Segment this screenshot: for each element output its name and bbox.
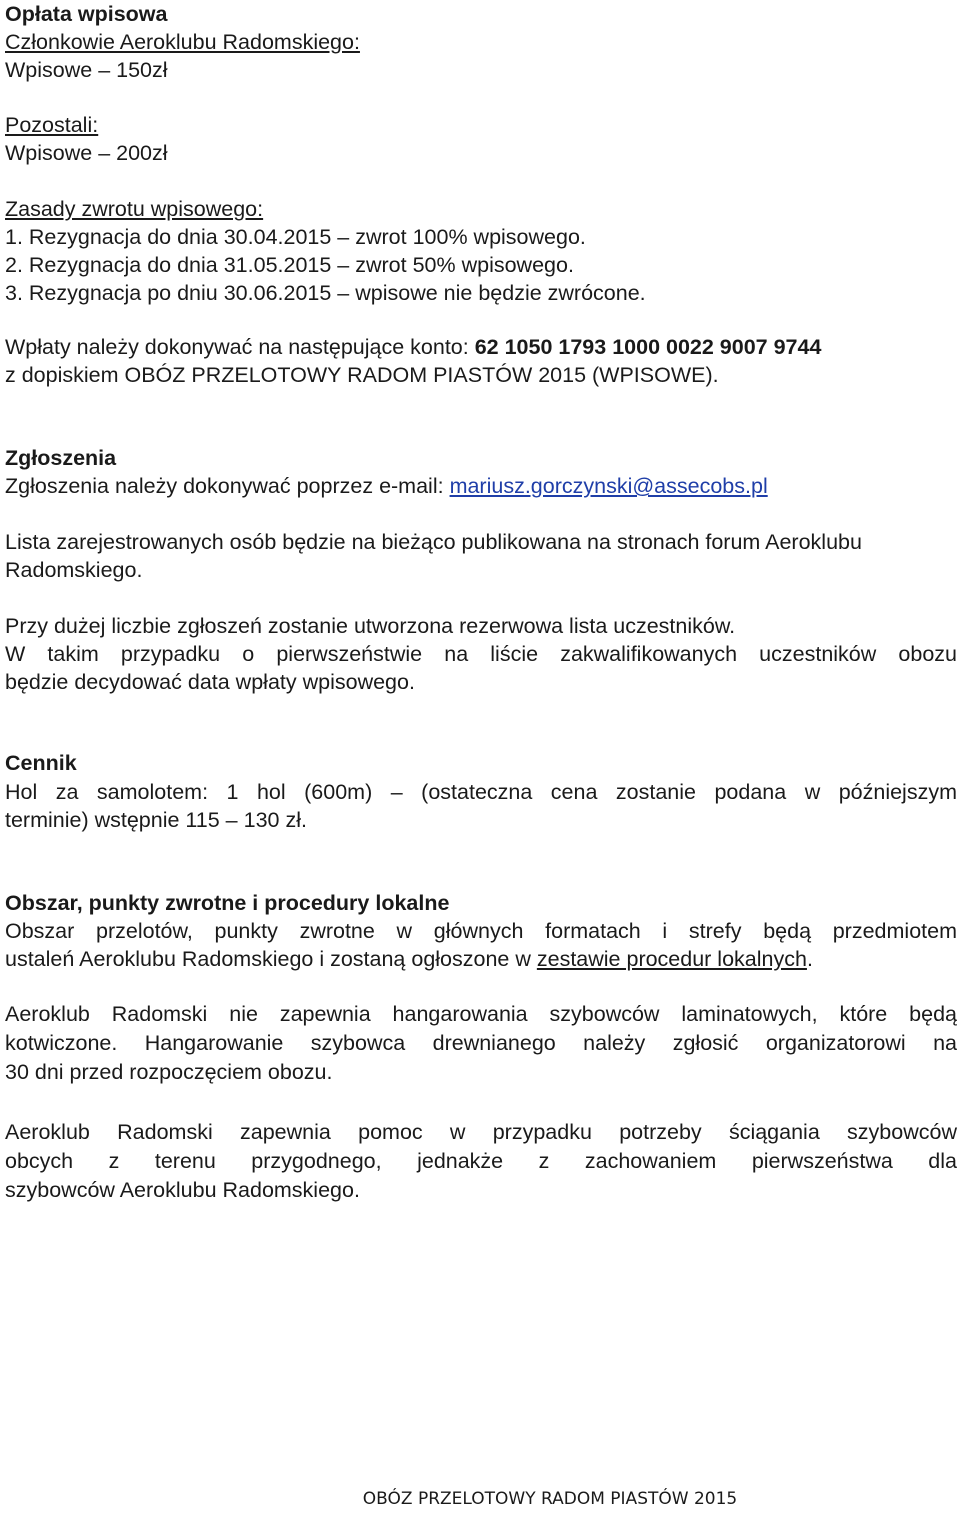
refund-item: 2. Rezygnacja do dnia 31.05.2015 – zwrot 50% wpisowego. (5, 253, 574, 277)
registration-email-line: Zgłoszenia należy dokonywać poprzez e-mail: mariusz.gorczynski@assecobs.pl (5, 474, 768, 498)
help-line: Aeroklub Radomski zapewnia pomoc w przypadku potrzeby ściągania szybowców (5, 1120, 957, 1144)
page-footer: OBÓZ PRZELOTOWY RADOM PIASTÓW 2015 (362, 1489, 738, 1509)
others-fee: Wpisowe – 200zł (5, 141, 168, 165)
list-line: Lista zarejestrowanych osób będzie na bieżąco publikowana na stronach forum Aeroklubu (5, 530, 862, 554)
fee-heading: Opłata wpisowa (5, 2, 168, 26)
hangar-line: Aeroklub Radomski nie zapewnia hangarowania szybowców laminatowych, które będą (5, 1002, 957, 1026)
members-label: Członkowie Aeroklubu Radomskiego: (5, 30, 360, 54)
help-line: szybowców Aeroklubu Radomskiego. (5, 1178, 360, 1202)
hangar-line: 30 dni przed rozpoczęciem obozu. (5, 1060, 333, 1084)
area-heading: Obszar, punkty zwrotne i procedury lokalne (5, 891, 450, 915)
reserve-line: W takim przypadku o pierwszeństwie na liście zakwalifikowanych uczestników obozu (5, 642, 957, 666)
registration-heading: Zgłoszenia (5, 446, 117, 470)
payment-line: Wpłaty należy dokonywać na następujące konto: 62 1050 1793 1000 0022 9007 9744 (5, 335, 822, 359)
account-number: 62 1050 1793 1000 0022 9007 9744 (474, 335, 822, 359)
list-line: Radomskiego. (5, 558, 143, 582)
hangar-line: kotwiczone. Hangarowanie szybowca drewnianego należy zgłosić organizatorowi na (5, 1031, 957, 1055)
refund-item: 1. Rezygnacja do dnia 30.04.2015 – zwrot 100% wpisowego. (5, 225, 586, 249)
pricing-line: Hol za samolotem: 1 hol (600m) – (ostateczna cena zostanie podana w późniejszym (5, 780, 957, 804)
email-link[interactable]: mariusz.gorczynski@assecobs.pl (449, 474, 768, 498)
area-line: Obszar przelotów, punkty zwrotne w głównych formatach i strefy będą przedmiotem (5, 919, 957, 943)
payment-note: z dopiskiem OBÓZ PRZELOTOWY RADOM PIASTÓW 2015 (WPISOWE). (5, 363, 719, 387)
refund-item: 3. Rezygnacja po dniu 30.06.2015 – wpisowe nie będzie zwrócone. (5, 281, 646, 305)
pricing-heading: Cennik (5, 751, 77, 775)
members-fee: Wpisowe – 150zł (5, 58, 168, 82)
refund-label: Zasady zwrotu wpisowego: (5, 197, 264, 221)
others-label: Pozostali: (5, 113, 99, 137)
area-line: ustaleń Aeroklubu Radomskiego i zostaną ogłoszone w zestawie procedur lokalnych. (5, 947, 813, 971)
pricing-line: terminie) wstępnie 115 – 130 zł. (5, 808, 307, 832)
help-line: obcych z terenu przygodnego, jednakże z zachowaniem pierwszeństwa dla (5, 1149, 957, 1173)
reserve-line: Przy dużej liczbie zgłoszeń zostanie utworzona rezerwowa lista uczestników. (5, 614, 736, 638)
reserve-line: będzie decydować data wpłaty wpisowego. (5, 670, 415, 694)
procedures-link[interactable]: zestawie procedur lokalnych (536, 947, 807, 971)
